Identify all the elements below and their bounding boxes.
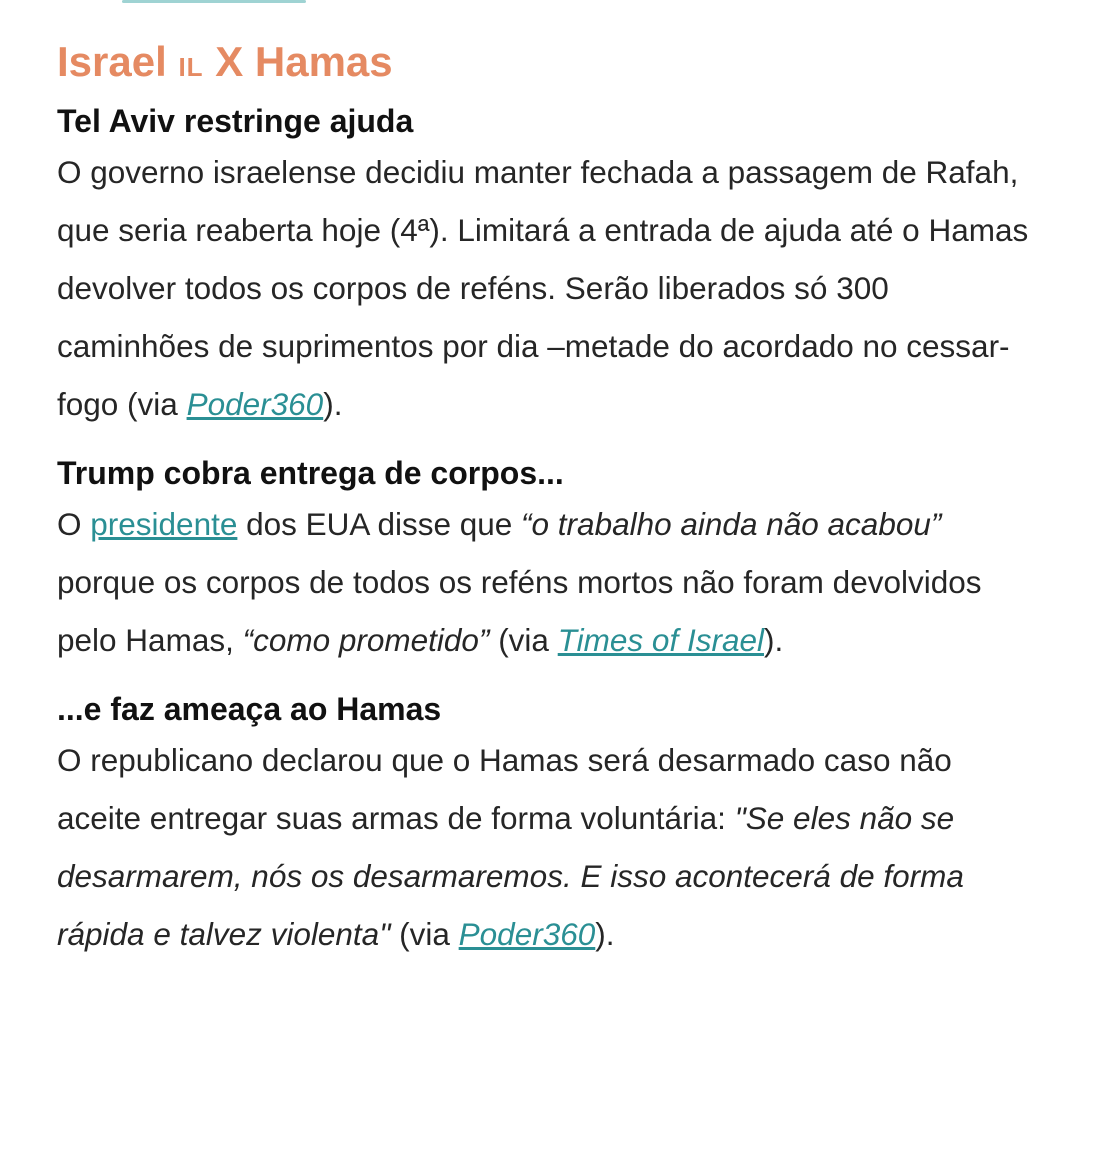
body-text: porque os corpos de todos os reféns mortos não foram devolvidos pelo Hamas,	[57, 564, 982, 658]
body-text: ).	[323, 386, 343, 422]
story-body	[57, 495, 1032, 669]
quote: "Se eles não se desarmarem, nós os desarmaremos. E isso acontecerá de forma rápida e talvez violenta"	[57, 800, 964, 952]
quote: “o trabalho ainda não acabou”	[521, 506, 942, 542]
body-text: O	[57, 506, 91, 542]
source-link-poder360[interactable]: Poder360	[186, 386, 324, 422]
title-hamas: X Hamas	[215, 38, 393, 85]
quote: “como prometido”	[242, 622, 490, 658]
presidente-link[interactable]: presidente	[90, 506, 238, 542]
body-text: (via	[489, 622, 558, 658]
story-body	[57, 731, 1032, 963]
section-title	[57, 36, 1032, 93]
body-text: O governo israelense decidiu manter fechada a passagem de Rafah, que seria reaberta hoje (4ª). Limitará a entrada de ajuda até o Hamas devolver todos os corpos de reféns. Serão liberados só 300 caminhões de suprimentos por dia –metade do acordado no cessar-fogo (via	[57, 154, 1029, 422]
israel-flag-icon: IL	[178, 52, 204, 82]
story-heading: ...e faz ameaça ao Hamas	[57, 691, 442, 727]
body-text: dos EUA disse que	[237, 506, 522, 542]
story-heading: Trump cobra entrega de corpos...	[57, 455, 564, 491]
title-israel: Israel	[57, 38, 167, 85]
body-text: ).	[763, 622, 784, 658]
body-text: (via	[390, 916, 459, 952]
news-section	[57, 36, 1032, 981]
story-body	[57, 143, 1032, 433]
story-heading: Tel Aviv restringe ajuda	[57, 103, 414, 139]
source-link-poder360[interactable]: Poder360	[458, 916, 596, 952]
top-link-underline	[122, 0, 306, 3]
source-link-times-of-israel[interactable]: Times of Israel	[557, 622, 764, 658]
body-text: ).	[595, 916, 615, 952]
body-text: O republicano declarou que o Hamas será desarmado caso não aceite entregar suas armas de forma voluntária:	[57, 742, 952, 836]
